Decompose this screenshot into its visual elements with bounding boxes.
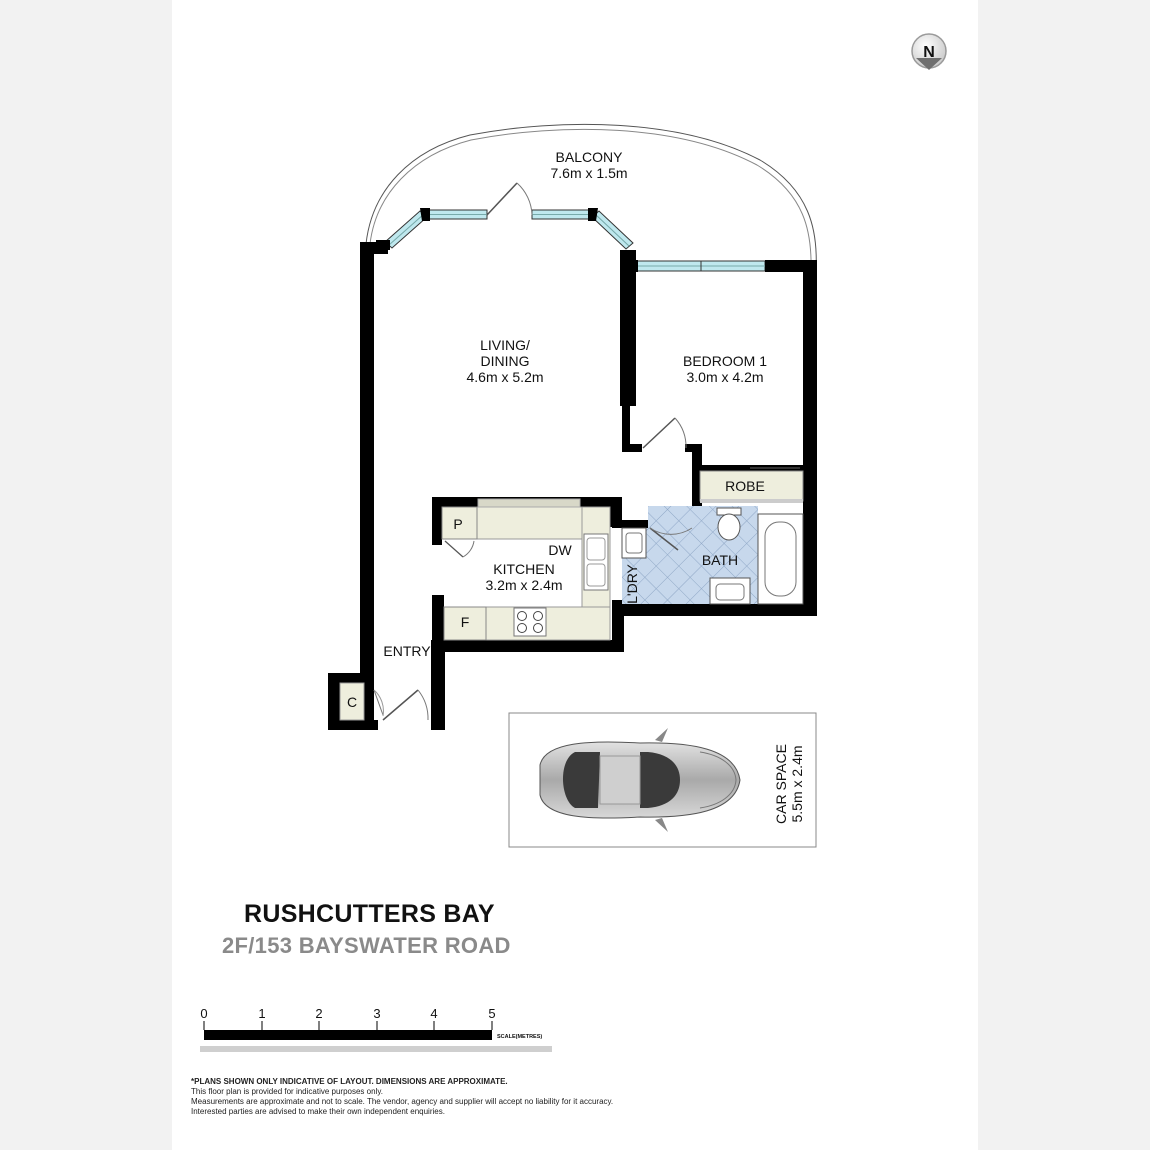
scale-tick-1: 1: [258, 1006, 266, 1021]
disclaimer-line: Interested parties are advised to make their own independent enquiries.: [191, 1107, 445, 1116]
car-space-size: 5.5m x 2.4m: [789, 745, 805, 823]
dishwasher-label: DW: [548, 542, 572, 558]
living-size: 4.6m x 5.2m: [466, 369, 544, 385]
bedroom-size: 3.0m x 4.2m: [686, 369, 764, 385]
living-label-1: LIVING/: [480, 337, 530, 353]
fridge-label: F: [460, 614, 470, 630]
north-compass-icon: [912, 34, 946, 70]
laundry-label: L'DRY: [624, 564, 640, 604]
scale-unit-label: SCALE(METRES): [497, 1034, 543, 1040]
scale-tick-4: 4: [430, 1006, 438, 1021]
property-title: RUSHCUTTERS BAY: [244, 900, 495, 928]
balcony-outline: [366, 124, 816, 270]
scale-bar: [200, 1006, 552, 1052]
disclaimer-line: Measurements are approximate and not to scale. The vendor, agency and supplier will accept no liability for it accuracy.: [191, 1097, 614, 1106]
scale-tick-0: 0: [200, 1006, 208, 1021]
entry-door-icon: [374, 690, 428, 720]
scale-tick-5: 5: [488, 1006, 496, 1021]
pantry-label: P: [453, 516, 463, 532]
bedroom-door-icon: [643, 418, 686, 448]
living-label-2: DINING: [480, 353, 530, 369]
bay-windows: [376, 208, 765, 271]
disclaimer-heading: *PLANS SHOWN ONLY INDICATIVE OF LAYOUT. DIMENSIONS ARE APPROXIMATE.: [191, 1077, 508, 1086]
scale-tick-3: 3: [373, 1006, 381, 1021]
bath-label: BATH: [701, 552, 739, 568]
property-address: 2F/153 BAYSWATER ROAD: [222, 933, 511, 958]
cupboard-label: C: [346, 694, 358, 710]
kitchen-size: 3.2m x 2.4m: [485, 577, 563, 593]
disclaimer: [191, 1077, 613, 1117]
disclaimer-line: This floor plan is provided for indicative purposes only.: [191, 1087, 383, 1096]
balcony-label: BALCONY: [555, 149, 623, 165]
bedroom-label: BEDROOM 1: [682, 353, 768, 369]
compass-label: N: [923, 44, 935, 61]
balcony-door-icon: [487, 183, 532, 215]
scale-tick-2: 2: [315, 1006, 323, 1021]
balcony-size: 7.6m x 1.5m: [550, 165, 628, 181]
car-space-label: CAR SPACE: [773, 744, 789, 824]
kitchen-label: KITCHEN: [493, 561, 555, 577]
entry-label: ENTRY: [383, 643, 431, 659]
robe-label: ROBE: [725, 478, 765, 494]
